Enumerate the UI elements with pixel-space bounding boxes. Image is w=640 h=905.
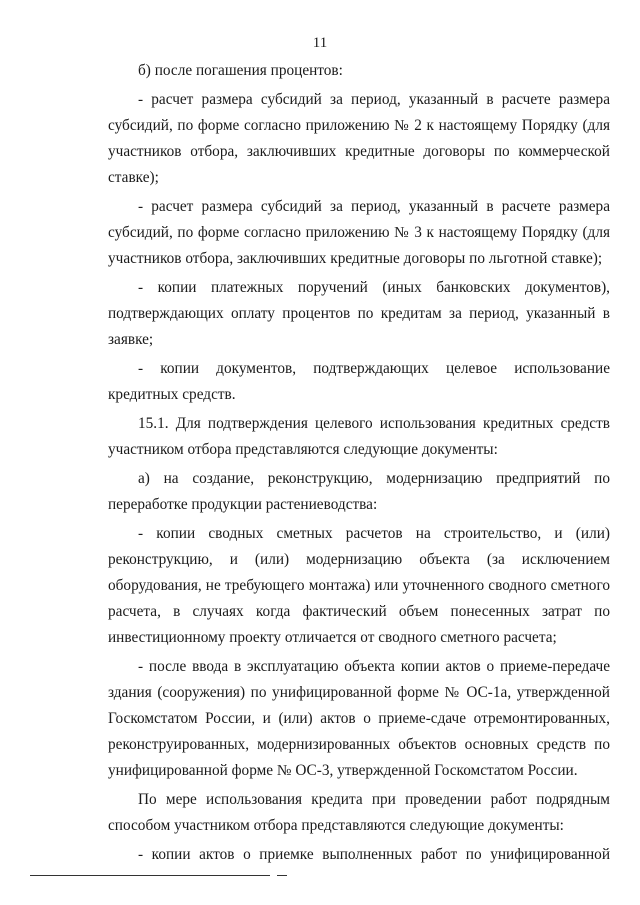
- text-line: унифицированной форме № ОС-3, утвержденной Госкомстатом России.: [108, 762, 578, 779]
- paragraph: [108, 194, 610, 272]
- text-line: переработке продукции растениеводства:: [108, 496, 378, 513]
- text-line: субсидий, по форме согласно приложению № 3 к настоящему Порядку (для: [108, 224, 610, 241]
- text-line: субсидий, по форме согласно приложению № 2 к настоящему Порядку (для: [108, 117, 610, 134]
- text-line: - копии актов о приемке выполненных работ по унифицированной: [138, 846, 610, 863]
- text-line: участников отбора, заключивших кредитные договоры по коммерческой: [108, 143, 610, 160]
- paragraph: [108, 87, 610, 191]
- text-line: 15.1. Для подтверждения целевого использования кредитных средств: [138, 415, 610, 432]
- paragraph: [108, 787, 610, 839]
- paragraph: [108, 654, 610, 784]
- text-line: здания (сооружения) по унифицированной форме № ОС-1а, утвержденной: [108, 684, 610, 701]
- text-line: ставке);: [108, 169, 159, 186]
- text-line: реконструированных, модернизированных объектов основных средств по: [108, 736, 610, 753]
- text-line: - копии платежных поручений (иных банковских документов),: [138, 279, 610, 296]
- paragraph: [108, 411, 610, 463]
- text-line: Госкомстатом России, и (или) актов о приеме-сдаче отремонтированных,: [108, 710, 610, 727]
- paragraph: [108, 466, 610, 518]
- text-line: кредитных средств.: [108, 386, 236, 403]
- text-line: б) после погашения процентов:: [138, 62, 343, 79]
- paragraph: [108, 521, 610, 651]
- page-number: 11: [312, 35, 328, 51]
- text-line: а) на создание, реконструкцию, модернизацию предприятий по: [138, 470, 610, 487]
- text-line: - расчет размера субсидий за период, указанный в расчете размера: [138, 198, 610, 215]
- text-line: участников отбора, заключивших кредитные договоры по льготной ставке);: [108, 250, 603, 267]
- text-line: подтверждающих оплату процентов по кредитам за период, указанный в: [108, 305, 610, 322]
- document-body: [108, 58, 610, 868]
- paragraph: [108, 275, 610, 353]
- text-line: - копии сводных сметных расчетов на строительство, и (или): [138, 525, 610, 542]
- text-line: оборудования, не требующего монтажа) или уточненного сводного сметного: [108, 577, 610, 594]
- text-line: расчета, в случаях когда фактический объем понесенных затрат по: [108, 603, 610, 620]
- paragraph: [108, 356, 610, 408]
- paragraph: [108, 58, 610, 84]
- text-line: участником отбора представляются следующие документы:: [108, 441, 498, 458]
- text-line: реконструкцию, и (или) модернизацию объекта (за исключением: [108, 551, 610, 568]
- text-line: - копии документов, подтверждающих целевое использование: [138, 360, 610, 377]
- text-line: инвестиционному проекту отличается от сводного сметного расчета;: [108, 629, 557, 646]
- text-line: - после ввода в эксплуатацию объекта копии актов о приеме-передаче: [138, 658, 610, 675]
- paragraph: [108, 842, 610, 868]
- text-line: - расчет размера субсидий за период, указанный в расчете размера: [138, 91, 610, 108]
- text-line: способом участником отбора представляются следующие документы:: [108, 817, 564, 834]
- footer-rule-short: [277, 875, 287, 876]
- text-line: По мере использования кредита при проведении работ подрядным: [138, 791, 610, 808]
- text-line: заявке;: [108, 331, 154, 348]
- footer-rule: [30, 875, 270, 876]
